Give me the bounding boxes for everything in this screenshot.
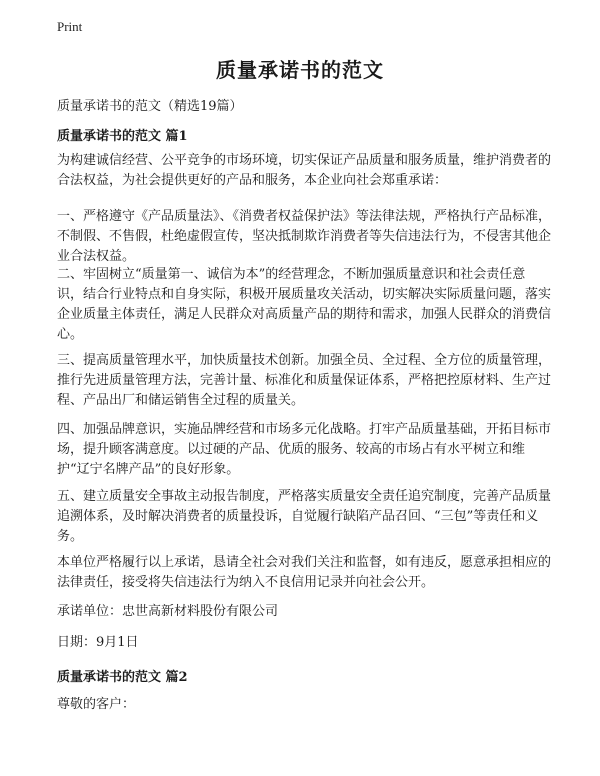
salutation: 尊敬的客户： — [57, 697, 136, 712]
paragraph-5: 五、建立质量安全事故主动报告制度，严格落实质量安全责任追究制度，完善产品质量追溯体系，及时解决消费者的质量投诉，自觉履行缺陷产品召回、“三包”等责任和义务。 — [57, 489, 552, 544]
section-heading-1: 质量承诺书的范文 篇1 — [57, 129, 188, 144]
paragraph-closing: 本单位严格履行以上承诺，恳请全社会对我们关注和监督，如有违反，愿意承担相应的法律责任，接受将失信违法行为纳入不良信用记录并向社会公开。 — [57, 555, 552, 590]
section-heading-2: 质量承诺书的范文 篇2 — [57, 670, 188, 685]
signing-date: 日期：9月1日 — [57, 635, 139, 650]
page-title: 质量承诺书的范文 — [216, 58, 384, 82]
paragraph-1: 一、严格遵守《产品质量法》、《消费者权益保护法》等法律法规，严格执行产品标准，不制假、不售假，杜绝虚假宣传，坚决抵制欺诈消费者等失信违法行为，不侵害其他企业合法权益。 — [57, 209, 552, 264]
paragraph-2: 二、牢固树立“质量第一、诚信为本”的经营理念，不断加强质量意识和社会责任意识，结合行业特点和自身实际，积极开展质量攻关活动，切实解决实际质量问题，落实企业质量主体责任，满足人民群众对高质量产品的期待和需求，加强人民群众的消费信心。 — [57, 267, 552, 342]
signing-unit: 承诺单位：忠世高新材料股份有限公司 — [57, 604, 279, 619]
paragraph-4: 四、加强品牌意识，实施品牌经营和市场多元化战略。打牢产品质量基础，开拓目标市场，提升顾客满意度。以过硬的产品、优质的服务、较高的市场占有水平树立和维护“辽宁名牌产品”的良好形象。 — [57, 422, 552, 477]
paragraph-3: 三、提高质量管理水平，加快质量技术创新。加强全员、全过程、全方位的质量管理，推行先进质量管理方法，完善计量、标准化和质量保证体系，严格把控原材料、生产过程、产品出厂和储运销售全过程的质量关。 — [57, 353, 552, 408]
document-subtitle: 质量承诺书的范文（精选19篇） — [57, 99, 243, 114]
paragraph-intro: 为构建诚信经营、公平竞争的市场环境，切实保证产品质量和服务质量，维护消费者的合法权益，为社会提供更好的产品和服务，本企业向社会郑重承诺： — [57, 153, 552, 188]
print-link[interactable]: Print — [57, 19, 83, 34]
